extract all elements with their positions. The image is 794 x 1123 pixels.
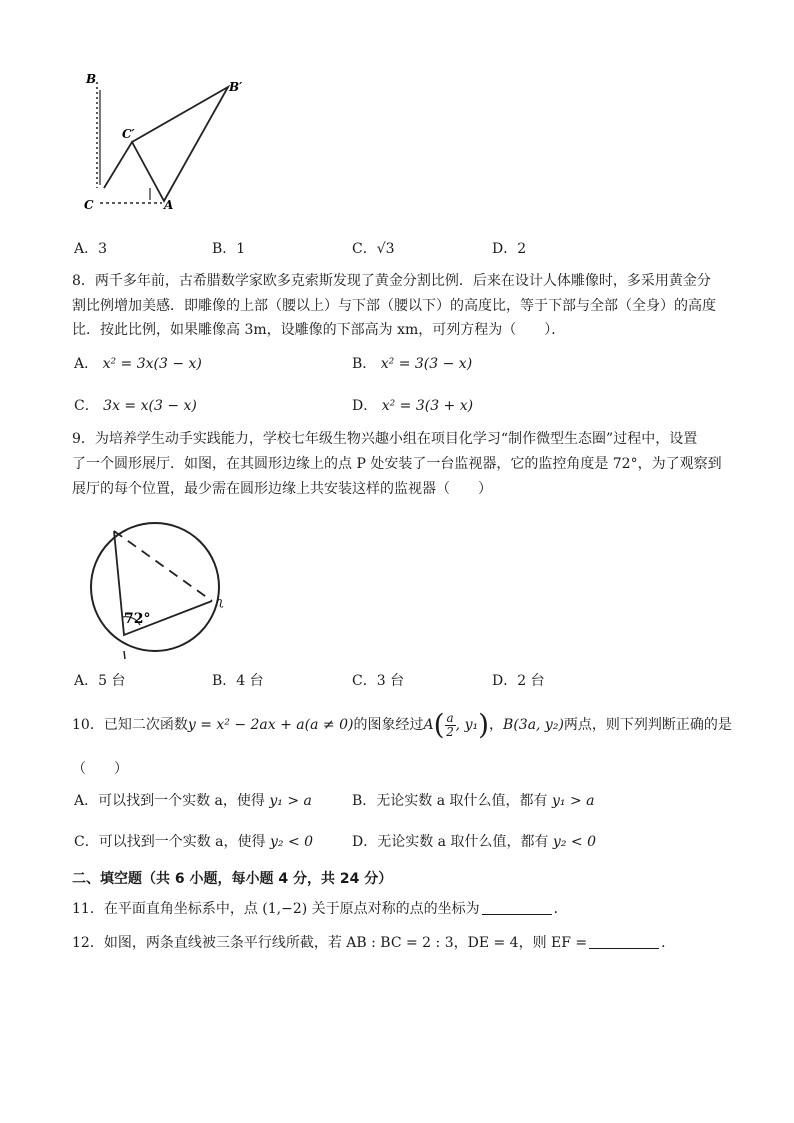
circle-exhibit-figure: [84, 515, 234, 665]
q7-option-a[interactable]: A．3: [74, 241, 108, 257]
q9-option-d[interactable]: D．2 台: [492, 673, 545, 689]
q10-stem-line1: [72, 707, 732, 743]
label-b: B: [86, 72, 97, 86]
q8-option-d[interactable]: [352, 397, 473, 415]
q8-option-c-expr: 3x = x(3 − x): [103, 398, 197, 414]
q10-option-a-label: A．可以找到一个实数 a，使得: [74, 793, 270, 809]
q8-option-a-label: A．: [74, 356, 99, 372]
q10-option-a[interactable]: [74, 792, 312, 810]
q10-option-d-label: D．无论实数 a 取什么值，都有: [352, 834, 553, 850]
q8-option-d-expr: x² = 3(3 + x): [381, 398, 474, 414]
angle-72-label: 72°: [124, 611, 151, 627]
q11-end: ．: [553, 901, 568, 917]
q12-end: ．: [661, 935, 676, 951]
q12-text: 12．如图，两条直线被三条平行线所截，若 AB : BC = 2 : 3，DE = 4，则 EF =: [72, 935, 588, 951]
q10-paren-left: (: [433, 708, 445, 741]
q11-answer-blank[interactable]: [482, 900, 552, 915]
q10-option-a-expr: y₁ > a: [269, 793, 312, 809]
q10-stem-suffix: 两点，则下列判断正确的是: [563, 717, 732, 733]
q10-option-d[interactable]: [352, 833, 596, 851]
q8-stem-line1: 8．两千多年前，古希腊数学家欧多克索斯发现了黄金分割比例．后来在设计人体雕像时，多采用黄金分: [72, 273, 711, 289]
q9-option-b[interactable]: B．4 台: [212, 673, 264, 689]
q10-paren-right: ): [478, 708, 490, 741]
q10-option-c[interactable]: [74, 833, 313, 851]
q10-stem-mid: 的图象经过: [353, 717, 424, 733]
q10-option-c-label: C．可以找到一个实数 a，使得: [74, 834, 270, 850]
q10-option-d-expr: y₂ < 0: [552, 834, 596, 850]
q10-stem-prefix: 10．已知二次函数: [72, 717, 188, 733]
q10-function: y = x² − 2ax + a(a ≠ 0): [187, 717, 354, 733]
q12-answer-blank[interactable]: [589, 934, 659, 949]
q10-option-b-label: B．无论实数 a 取什么值，都有: [352, 793, 552, 809]
q12-line: [72, 934, 675, 952]
q11-text: 11．在平面直角坐标系中，点 (1,−2) 关于原点对称的点的坐标为: [72, 901, 480, 917]
q8-option-a[interactable]: [74, 355, 202, 373]
q10-option-b[interactable]: [352, 792, 595, 810]
tick-bottom: [124, 651, 125, 659]
q9-stem-line3: 展厅的每个位置，最少需在圆形边缘上共安装这样的监视器（ ）: [72, 481, 492, 497]
q10-fraction: [445, 712, 456, 739]
q8-option-c-label: C．: [74, 398, 99, 414]
q10-stem-line2: （ ）: [72, 761, 128, 777]
q7-option-c[interactable]: C．√3: [352, 241, 395, 257]
q10-point-b: B(3a, y₂): [503, 717, 564, 733]
q10-sep: ，: [489, 717, 504, 733]
q8-option-b[interactable]: [352, 355, 472, 373]
label-a: A: [164, 198, 174, 210]
q10-option-c-expr: y₂ < 0: [269, 834, 314, 850]
dashed-chord: [114, 531, 212, 601]
q8-option-b-label: B．: [352, 356, 377, 372]
q9-option-c[interactable]: C．3 台: [352, 673, 405, 689]
q11-line: [72, 900, 568, 918]
q8-option-c[interactable]: [74, 397, 197, 415]
q8-option-a-expr: x² = 3x(3 − x): [102, 356, 202, 372]
exhibit-circle: [91, 523, 219, 651]
q7-option-d[interactable]: D．2: [492, 241, 527, 257]
triangle-c-prime-a-b-prime: [104, 87, 228, 201]
q8-stem-line3: 比．按此比例，如果雕像高 3m，设雕像的下部高为 xm，可列方程为（ ）．: [72, 322, 566, 338]
q8-option-d-label: D．: [352, 398, 378, 414]
q8-stem-line2: 割比例增加美感．即雕像的上部（腰以上）与下部（腰以下）的高度比，等于下部与全部（全身）的高度: [72, 298, 716, 314]
q10-fraction-den: 2: [446, 724, 454, 739]
section-heading-fill-blank: 二、填空题（共 6 小题，每小题 4 分，共 24 分）: [72, 871, 393, 887]
label-c-prime: C′: [122, 127, 135, 141]
q10-point-a-letter: A: [423, 717, 434, 733]
label-b-prime: B′: [229, 80, 243, 94]
q10-fraction-num: a: [446, 710, 454, 725]
label-c: C: [84, 198, 94, 210]
label-72: ʅ: [218, 595, 224, 608]
q10-option-b-expr: y₁ > a: [552, 793, 595, 809]
q9-stem-line1: 9．为培养学生动手实践能力，学校七年级生物兴趣小组在项目化学习“制作微型生态圈”过程中，设置: [72, 431, 698, 447]
q10-point-a-y: , y₁: [455, 717, 479, 733]
q8-option-b-expr: x² = 3(3 − x): [380, 356, 473, 372]
q7-option-b[interactable]: B．1: [212, 241, 246, 257]
triangle-rotation-figure: [80, 70, 250, 210]
q9-stem-line2: 了一个圆形展厅．如图，在其圆形边缘上的点 P 处安装了一台监视器，它的监控角度是 72°，为了观察到: [72, 456, 722, 472]
q9-option-a[interactable]: A．5 台: [74, 673, 126, 689]
